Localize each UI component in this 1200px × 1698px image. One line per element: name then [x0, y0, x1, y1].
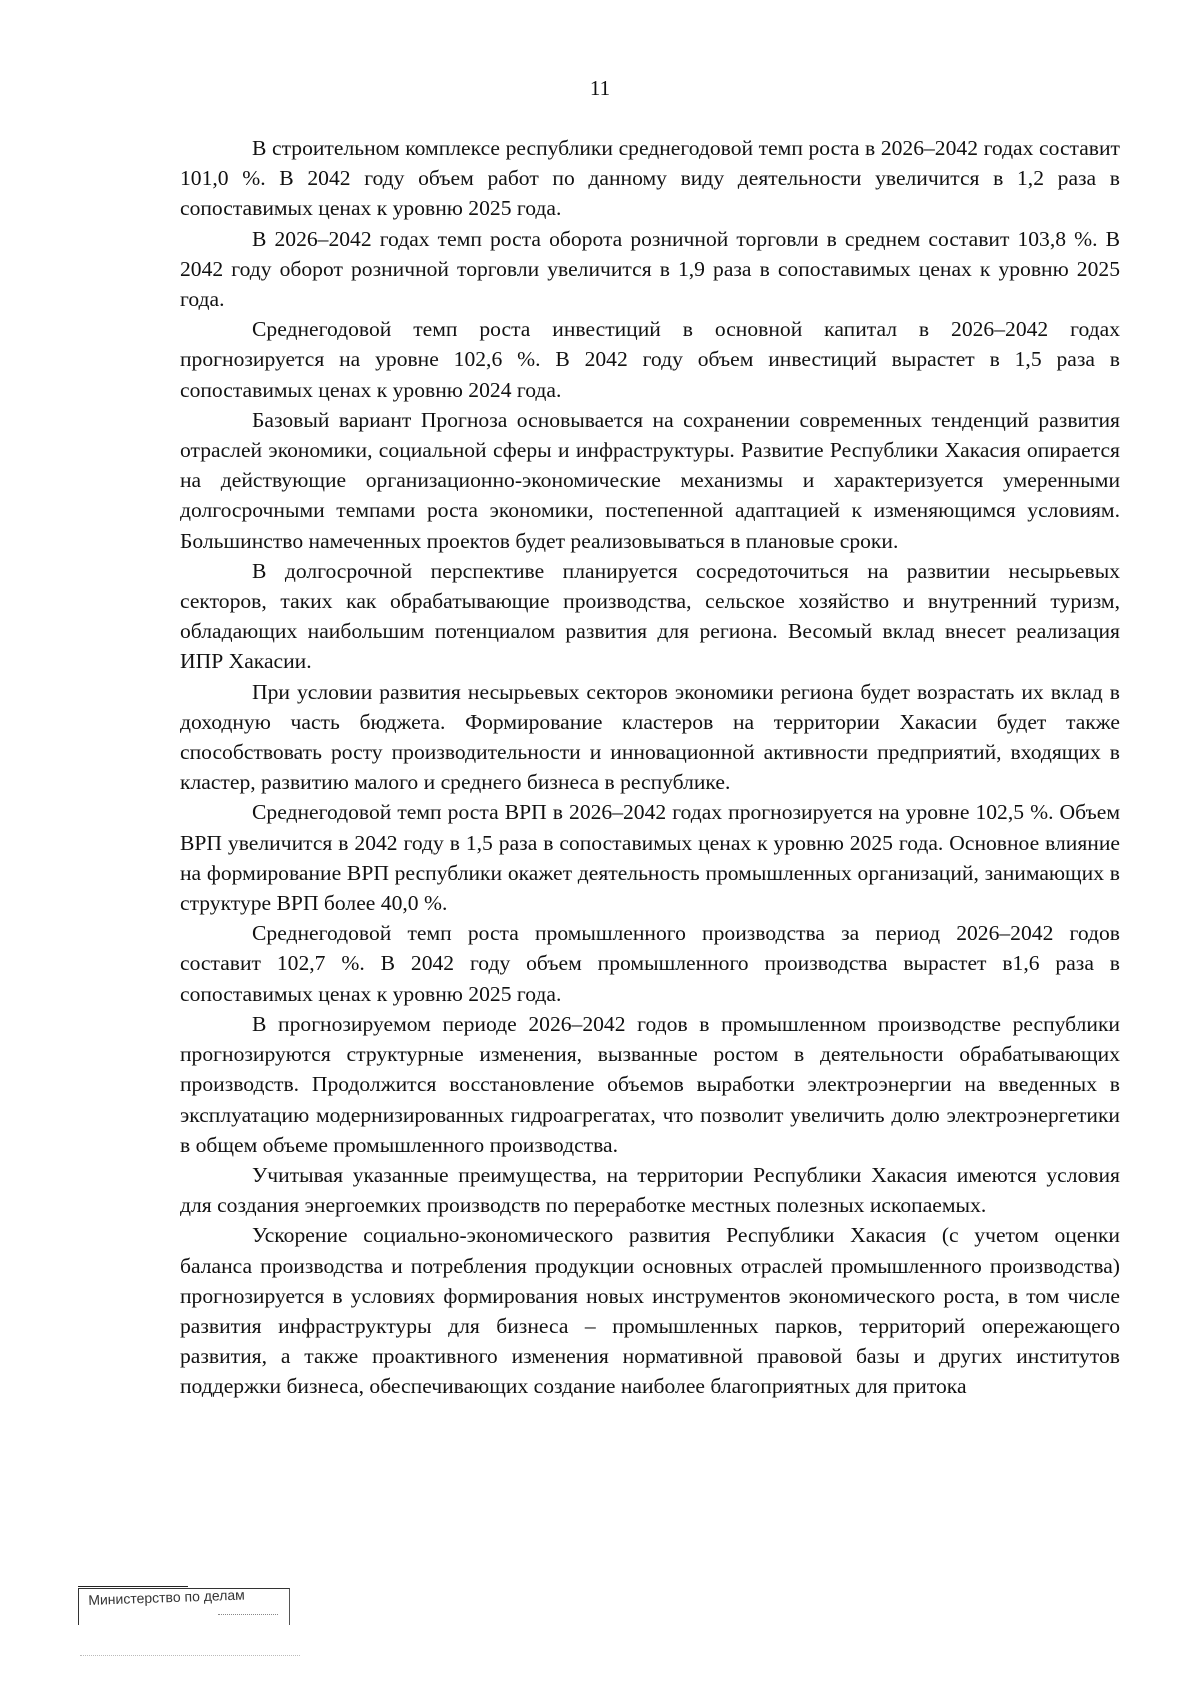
paragraph-investment: Среднегодовой темп роста инвестиций в основной капитал в 2026–2042 годах прогнозируется на уровне 102,6 %. В 2042 году объем инвестиций вырастет в 1,5 раза в сопоставимых ценах к уровню 2024 года. [180, 317, 1120, 402]
page-number: 11 [589, 76, 611, 100]
stamp-underline [218, 1614, 278, 1615]
document-body [180, 133, 1120, 1402]
paragraph-base-scenario: Базовый вариант Прогноза основывается на сохранении современных тенденций развития отраслей экономики, социальной сферы и инфраструктуры. Развитие Республики Хакасия опирается на действующие организационно-экономические механизмы и характеризуется умеренными долгосрочными темпами роста экономики, постепенной адаптацией к изменяющимся условиям. Большинство намеченных проектов будет реализовываться в плановые сроки. [180, 407, 1120, 553]
paragraph-acceleration: Ускорение социально-экономического развития Республики Хакасия (с учетом оценки баланса производства и потребления продукции основных отраслей промышленного производства) прогнозируется в условиях формирования новых инструментов экономического роста, в том числе развития инфраструктуры для бизнеса – промышленных парков, территорий опережающего развития, а также проактивного изменения нормативной правовой базы и других институтов поддержки бизнеса, обеспечивающих создание наиболее благоприятных для притока [180, 1223, 1120, 1399]
paragraph-advantages: Учитывая указанные преимущества, на территории Республики Хакасия имеются условия для создания энергоемких производств по переработке местных полезных ископаемых. [180, 1162, 1120, 1218]
paragraph-long-term: В долгосрочной перспективе планируется сосредоточиться на развитии несырьевых секторов, таких как обрабатывающие производства, сельское хозяйство и внутренний туризм, обладающих наибольшим потенциалом развития для региона. Весомый вклад внесет реализация ИПР Хакасии. [180, 558, 1120, 674]
paragraph-retail: В 2026–2042 годах темп роста оборота розничной торговли в среднем составит 103,8 %. В 2042 году оборот розничной торговли увеличится в 1,9 раза в сопоставимых ценах к уровню 2025 года. [180, 226, 1120, 312]
scan-artifact [80, 1655, 300, 1656]
stamp-top-line [78, 1586, 188, 1587]
ministry-stamp: Министерство по делам [88, 1586, 246, 1608]
paragraph-non-resource: При условии развития несырьевых секторов экономики региона будет возрастать их вклад в доходную часть бюджета. Формирование кластеров на территории Хакасии будет также способствовать росту производительности и инновационной активности предприятий, входящих в кластер, развитию малого и среднего бизнеса в республике. [180, 679, 1120, 795]
paragraph-industry-growth: Среднегодовой темп роста промышленного производства за период 2026–2042 годов составит 102,7 %. В 2042 году объем промышленного производства вырастет в1,6 раза в сопоставимых ценах к уровню 2025 года. [180, 921, 1120, 1006]
paragraph-construction: В строительном комплексе республики среднегодовой темп роста в 2026–2042 годах составит 101,0 %. В 2042 году объем работ по данному виду деятельности увеличится в 1,2 раза в сопоставимых ценах к уровню 2025 года. [180, 136, 1120, 221]
paragraph-grp: Среднегодовой темп роста ВРП в 2026–2042 годах прогнозируется на уровне 102,5 %. Объем ВРП увеличится в 2042 году в 1,5 раза в сопоставимых ценах к уровню 2025 года. Основное влияние на формирование ВРП республики окажет деятельность промышленных организаций, занимающих в структуре ВРП более 40,0 %. [180, 800, 1120, 916]
paragraph-structural-changes: В прогнозируемом периоде 2026–2042 годов в промышленном производстве республики прогнозируются структурные изменения, вызванные ростом в деятельности обрабатывающих производств. Продолжится восстановление объемов выработки электроэнергии на введенных в эксплуатацию модернизированных гидроагрегатах, что позволит увеличить долю электроэнергетики в общем объеме промышленного производства. [180, 1011, 1120, 1157]
